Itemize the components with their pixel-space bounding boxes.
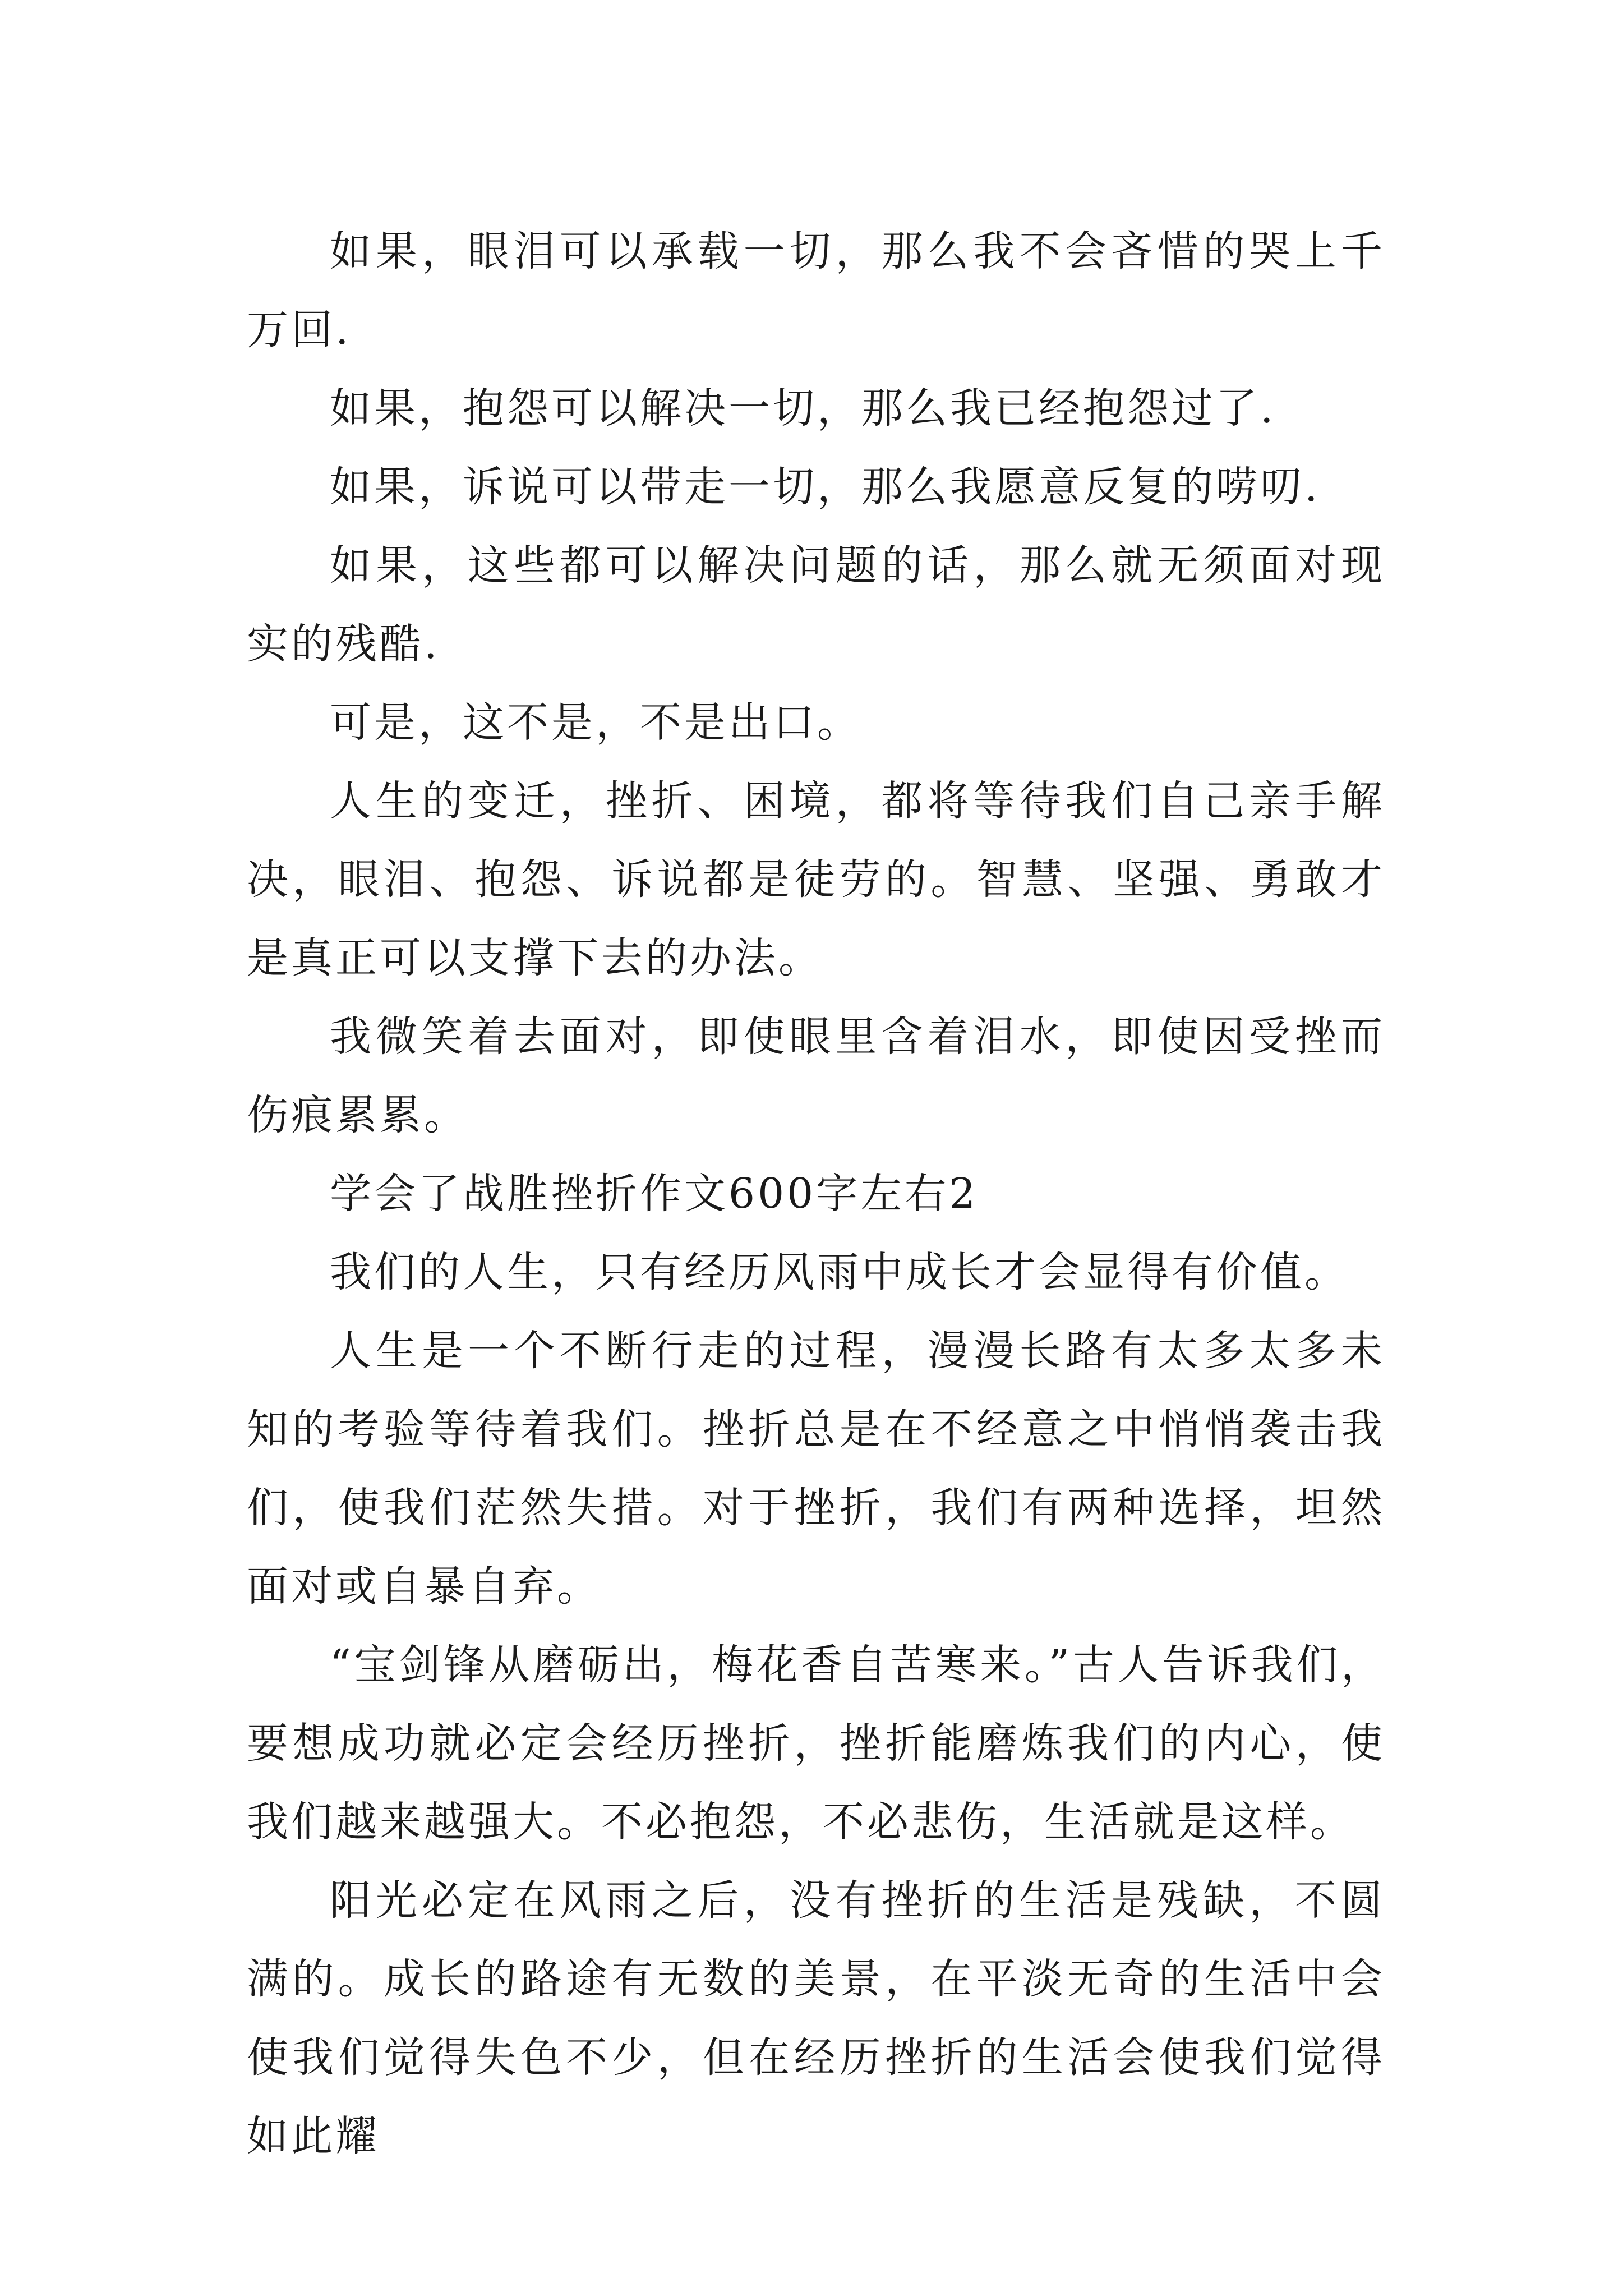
paragraph: 如果，这些都可以解决问题的话，那么就无须面对现实的残酷. bbox=[247, 541, 1385, 668]
paragraph: 如果，抱怨可以解决一切，那么我已经抱怨过了. bbox=[330, 384, 1276, 432]
paragraph: 阳光必定在风雨之后，没有挫折的生活是残缺，不圆满的。成长的路途有无数的美景，在平淡无奇的生活中会使我们觉得失色不少，但在经历挫折的生活会使我们觉得如此耀 bbox=[247, 1876, 1385, 2160]
paragraph: 人生是一个不断行走的过程，漫漫长路有太多太多未知的考验等待着我们。挫折总是在不经意之中悄悄袭击我们，使我们茫然失措。对于挫折，我们有两种选择，坦然面对或自暴自弃。 bbox=[247, 1327, 1385, 1611]
document-body bbox=[247, 212, 1385, 2175]
paragraph: 如果，诉说可以带走一切，那么我愿意反复的唠叨. bbox=[330, 463, 1321, 511]
paragraph: 如果，眼泪可以承载一切，那么我不会吝惜的哭上千万回. bbox=[247, 227, 1385, 354]
section-heading: 学会了战胜挫折作文600字左右2 bbox=[330, 1170, 979, 1218]
paragraph: 可是，这不是，不是出口。 bbox=[330, 698, 861, 747]
paragraph: 我微笑着去面对，即使眼里含着泪水，即使因受挫而伤痕累累。 bbox=[247, 1013, 1385, 1139]
paragraph: 我们的人生，只有经历风雨中成长才会显得有价值。 bbox=[330, 1248, 1349, 1296]
paragraph: “宝剑锋从磨砺出，梅花香自苦寒来。”古人告诉我们，要想成功就必定会经历挫折，挫折能磨炼我们的内心，使我们越来越强大。不必抱怨，不必悲伤，生活就是这样。 bbox=[247, 1641, 1385, 1846]
paragraph: 人生的变迁，挫折、困境，都将等待我们自己亲手解决，眼泪、抱怨、诉说都是徒劳的。智慧、坚强、勇敢才是真正可以支撑下去的办法。 bbox=[247, 777, 1385, 982]
